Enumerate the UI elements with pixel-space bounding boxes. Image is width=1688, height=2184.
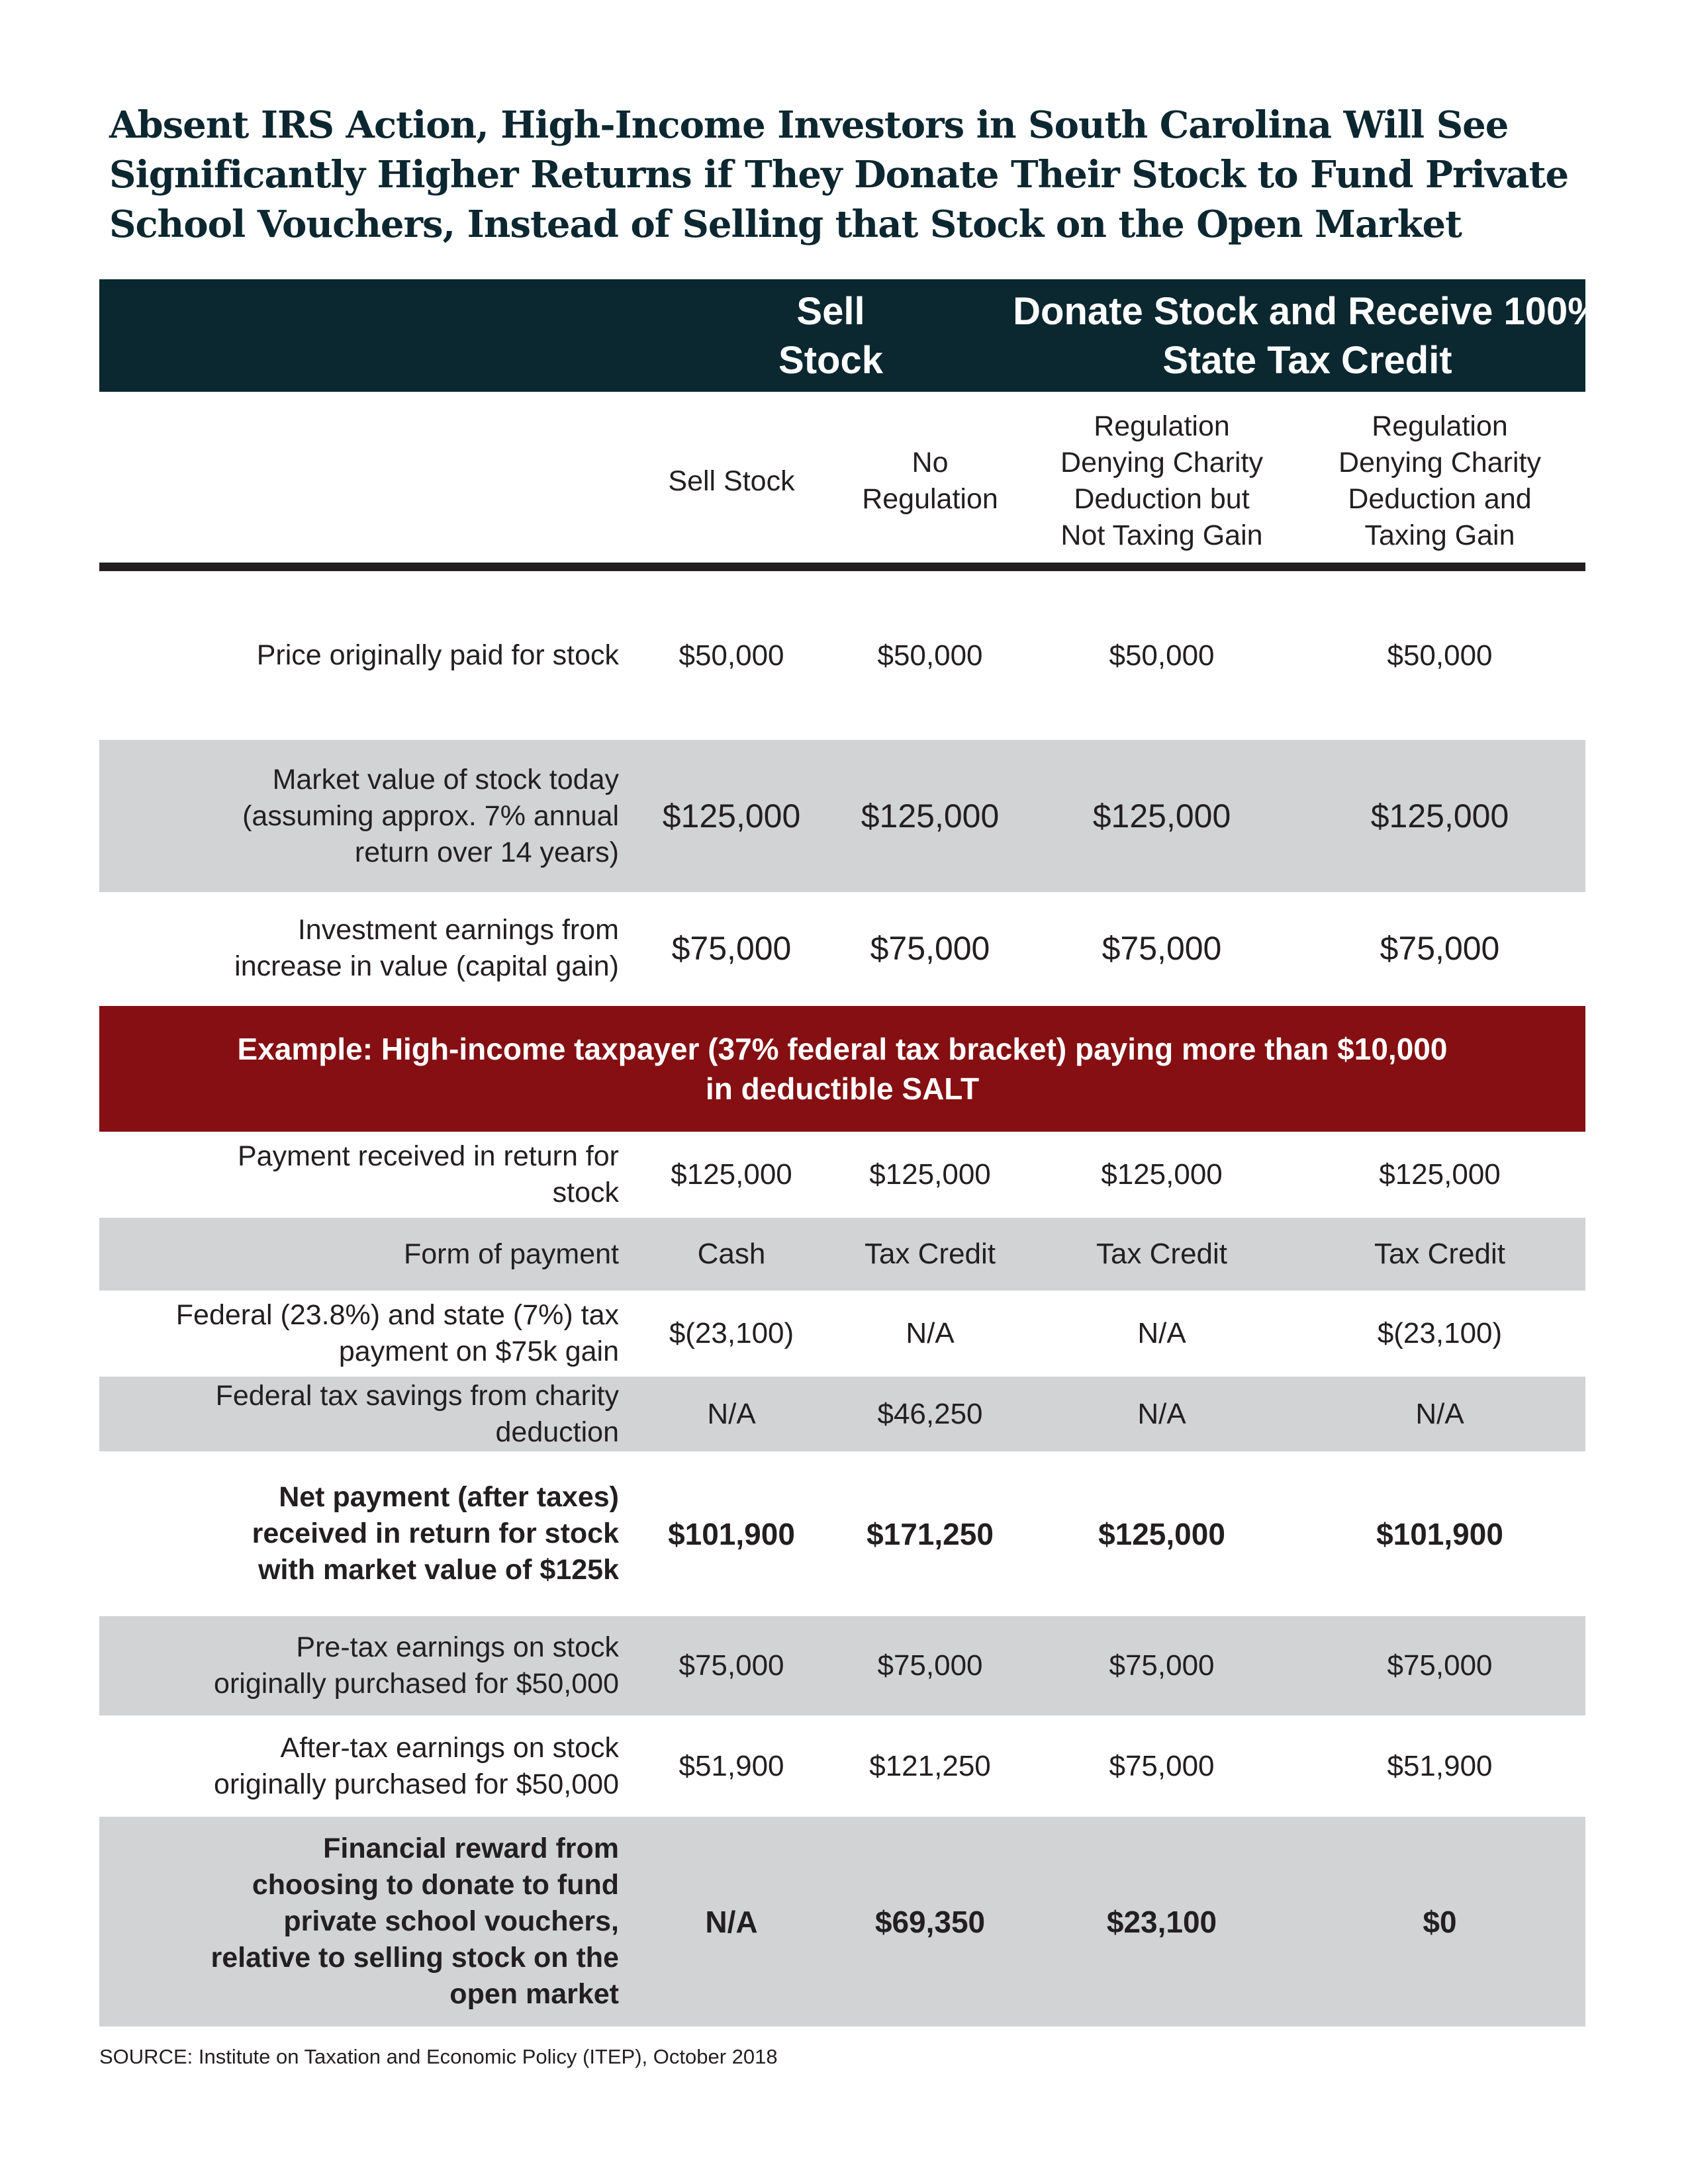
cell-value: N/A xyxy=(906,1317,955,1349)
cell-value: $121,250 xyxy=(869,1749,991,1782)
cell-value: $23,100 xyxy=(1106,1904,1217,1939)
cell-value: $75,000 xyxy=(679,1649,784,1682)
header-text: Stock xyxy=(778,339,883,382)
cell-value: $46,250 xyxy=(877,1397,983,1430)
row-label-line: Financial reward from xyxy=(323,1833,619,1864)
subheader-text: Regulation xyxy=(1372,410,1508,442)
subheader-text: No xyxy=(912,447,949,478)
row-label-line: Market value of stock today xyxy=(272,763,619,796)
cell-value: $(23,100) xyxy=(1377,1317,1503,1349)
cell-value: Tax Credit xyxy=(864,1238,996,1270)
banner-text: Example: High-income taxpayer (37% federal tax bracket) paying more than $10,000 xyxy=(237,1032,1448,1066)
cell-value: $75,000 xyxy=(1102,930,1222,967)
row-label-line: return over 14 years) xyxy=(354,836,619,868)
cell-value: $101,900 xyxy=(1376,1516,1503,1551)
cell-value: $(23,100) xyxy=(669,1317,794,1349)
row-label-line: stock xyxy=(552,1177,619,1208)
subheader-text: Deduction and xyxy=(1348,483,1532,515)
example-banner xyxy=(99,1006,1585,1132)
subheader-text: Regulation xyxy=(862,483,998,515)
row-label-line: Federal (23.8%) and state (7%) tax xyxy=(175,1299,619,1331)
title-line: Significantly Higher Returns if They Donate Their Stock to Fund Private xyxy=(109,153,1569,197)
table-row xyxy=(99,740,1585,892)
table-row xyxy=(99,1451,1585,1616)
row-label-line: private school vouchers, xyxy=(283,1905,619,1937)
subheader-text: Not Taxing Gain xyxy=(1060,520,1263,551)
subheader-sell-stock xyxy=(629,405,834,557)
table-row xyxy=(99,1218,1585,1291)
row-label-line: Pre-tax earnings on stock xyxy=(296,1631,619,1663)
cell-value: $50,000 xyxy=(1109,639,1215,672)
row-label-line: Price originally paid for stock xyxy=(256,639,619,671)
row-label-line: Net payment (after taxes) xyxy=(279,1481,619,1513)
cell-value: $125,000 xyxy=(662,797,801,835)
cell-value: $69,350 xyxy=(874,1904,986,1939)
cell-value: $125,000 xyxy=(1370,797,1509,835)
row-label-line: deduction xyxy=(495,1416,619,1448)
cell-value: $75,000 xyxy=(671,930,792,967)
header-divider xyxy=(99,563,1585,571)
cell-value: $50,000 xyxy=(877,639,983,672)
cell-value: $75,000 xyxy=(877,1649,983,1682)
row-label xyxy=(99,1132,619,1218)
cell-value: $171,250 xyxy=(867,1516,994,1551)
subheader-text: Sell Stock xyxy=(668,465,795,497)
table-header xyxy=(99,279,1602,392)
row-label xyxy=(99,1291,619,1377)
column-subheaders xyxy=(99,392,1585,563)
cell-value: $51,900 xyxy=(1387,1749,1493,1782)
cell-value: N/A xyxy=(1137,1317,1186,1349)
cell-value: $50,000 xyxy=(1387,639,1493,672)
row-label-line: open market xyxy=(449,1978,619,2010)
cell-value: Tax Credit xyxy=(1096,1238,1228,1270)
cell-value: N/A xyxy=(1415,1397,1464,1430)
row-label-line: Payment received in return for xyxy=(238,1140,619,1172)
cell-value: $125,000 xyxy=(861,797,1000,835)
header-donate-stock xyxy=(940,287,1675,385)
row-label xyxy=(99,1817,619,2026)
cell-value: $125,000 xyxy=(1098,1516,1225,1551)
page-title xyxy=(109,101,1585,250)
table-row xyxy=(99,571,1585,740)
cell-value: $125,000 xyxy=(869,1158,991,1191)
cell-value: $75,000 xyxy=(1380,930,1500,967)
source-note: SOURCE: Institute on Taxation and Economic Policy (ITEP), October 2018 xyxy=(99,2045,778,2068)
row-label xyxy=(99,571,619,740)
cell-value: $125,000 xyxy=(671,1158,792,1191)
row-label-line: received in return for stock xyxy=(252,1518,619,1549)
row-label xyxy=(99,892,619,1005)
row-label xyxy=(99,1218,619,1291)
row-label-line: relative to selling stock on the xyxy=(211,1942,619,1974)
cell-value: $125,000 xyxy=(1101,1158,1223,1191)
subheader-text: Denying Charity xyxy=(1060,447,1263,478)
row-label-line: Federal tax savings from charity xyxy=(215,1379,619,1412)
table-row xyxy=(99,1291,1585,1377)
row-label-line: increase in value (capital gain) xyxy=(234,950,619,982)
row-label xyxy=(99,1377,619,1451)
row-label-line: Form of payment xyxy=(404,1238,619,1270)
banner-text: in deductible SALT xyxy=(705,1071,980,1106)
cell-value: Tax Credit xyxy=(1374,1238,1506,1270)
cell-value: N/A xyxy=(705,1904,758,1939)
row-label-line: Investment earnings from xyxy=(297,914,619,946)
row-label-line: After-tax earnings on stock xyxy=(280,1731,619,1764)
cell-value: $125,000 xyxy=(1092,797,1231,835)
table-row xyxy=(99,1616,1585,1715)
header-text: State Tax Credit xyxy=(1162,339,1452,382)
row-label xyxy=(99,1715,619,1817)
table-row xyxy=(99,1132,1585,1218)
cell-value: $0 xyxy=(1423,1904,1457,1939)
table-row xyxy=(99,892,1585,1005)
header-sell-stock xyxy=(735,287,927,385)
subheader-text: Taxing Gain xyxy=(1364,520,1515,551)
cell-value: Cash xyxy=(697,1238,766,1270)
subheader-regulation-not-taxing xyxy=(1026,405,1297,557)
cell-value: $75,000 xyxy=(1387,1649,1493,1682)
subheader-regulation-taxing xyxy=(1297,405,1582,557)
row-label xyxy=(99,740,619,892)
cell-value: $75,000 xyxy=(870,930,990,967)
row-label xyxy=(99,1451,619,1616)
cell-value: $101,900 xyxy=(668,1516,795,1551)
cell-value: $75,000 xyxy=(1109,1749,1215,1782)
row-label-line: originally purchased for $50,000 xyxy=(214,1668,619,1700)
cell-value: N/A xyxy=(707,1397,756,1430)
cell-value: $125,000 xyxy=(1379,1158,1501,1191)
table-row xyxy=(99,1715,1585,1817)
row-label-line: payment on $75k gain xyxy=(338,1336,619,1367)
row-label-line: originally purchased for $50,000 xyxy=(214,1768,619,1800)
row-label-line: with market value of $125k xyxy=(258,1554,619,1586)
title-line: Absent IRS Action, High-Income Investors in South Carolina Will See xyxy=(109,103,1509,147)
header-text: Donate Stock and Receive 100% xyxy=(1013,290,1602,333)
title-line: School Vouchers, Instead of Selling that Stock on the Open Market xyxy=(109,203,1462,246)
subheader-no-regulation xyxy=(834,405,1026,557)
cell-value: $51,900 xyxy=(679,1749,784,1782)
table-row xyxy=(99,1377,1585,1451)
table-row xyxy=(99,1817,1585,2026)
subheader-text: Regulation xyxy=(1094,410,1230,442)
row-label xyxy=(99,1616,619,1715)
cell-value: N/A xyxy=(1137,1397,1186,1430)
row-label-line: choosing to donate to fund xyxy=(252,1869,619,1901)
row-label-line: (assuming approx. 7% annual xyxy=(242,799,619,832)
subheader-text: Denying Charity xyxy=(1338,447,1541,478)
cell-value: $75,000 xyxy=(1109,1649,1215,1682)
cell-value: $50,000 xyxy=(679,639,784,672)
subheader-text: Deduction but xyxy=(1074,483,1250,515)
header-text: Sell xyxy=(796,290,865,333)
